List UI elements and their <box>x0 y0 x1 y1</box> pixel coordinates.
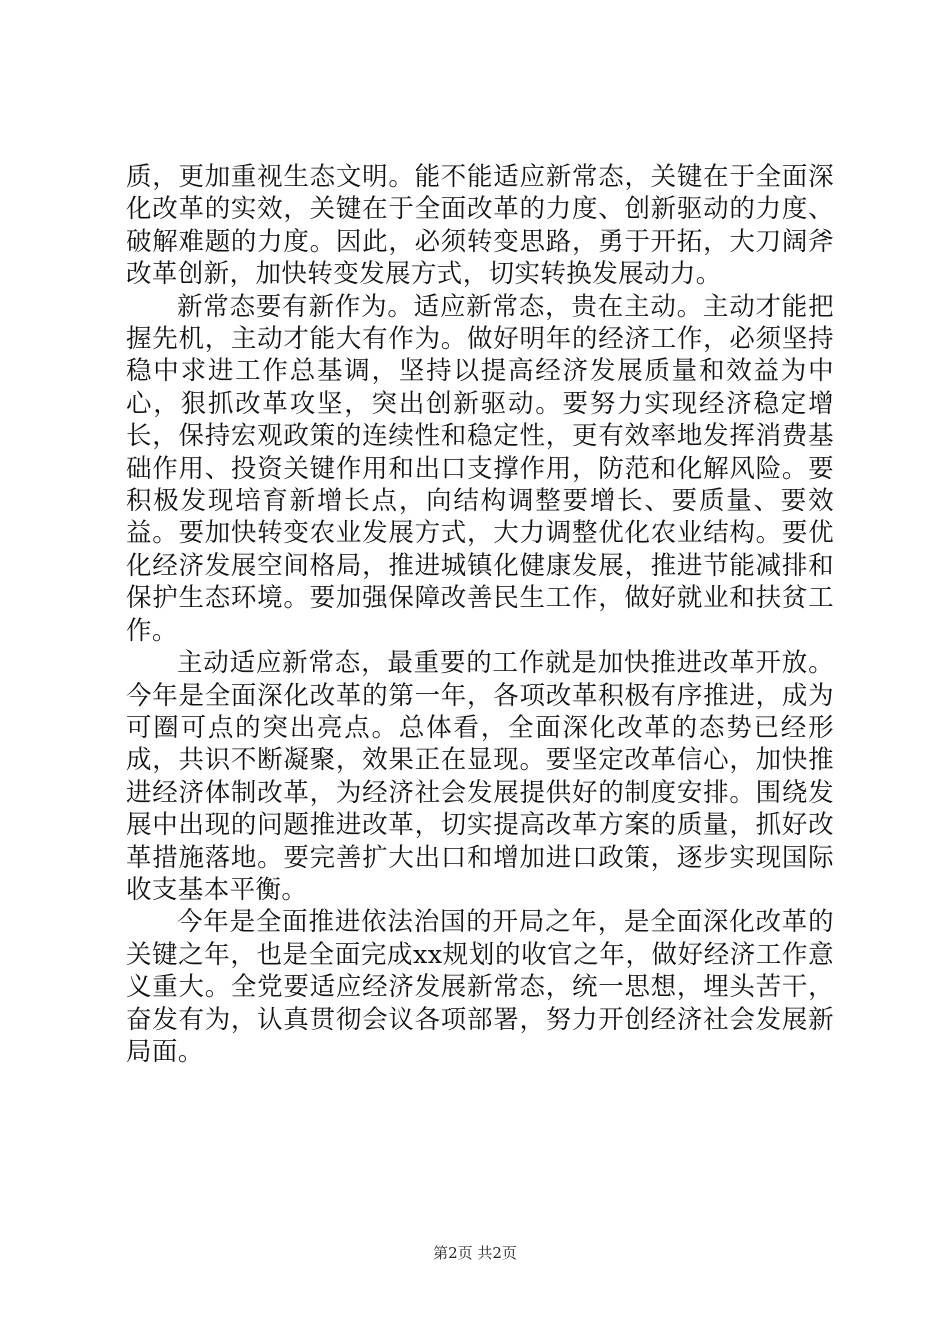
paragraph-4: 今年是全面推进依法治国的开局之年，是全面深化改革的关键之年，也是全面完成xx规划的收官之年，做好经济工作意义重大。全党要适应经济发展新常态，统一思想，埋头苦干，奋发有为，认真贯彻会议各项部署，努力开创经济社会发展新局面。 <box>126 907 834 1067</box>
paragraph-3: 主动适应新常态，最重要的工作就是加快推进改革开放。今年是全面深化改革的第一年，各项改革积极有序推进，成为可圈可点的突出亮点。总体看，全面深化改革的态势已经形成，共识不断凝聚，效果正在显现。要坚定改革信心，加快推进经济体制改革，为经济社会发展提供好的制度安排。围绕发展中出现的问题推进改革，切实提高改革方案的质量，抓好改革措施落地。要完善扩大出口和增加进口政策，逐步实现国际收支基本平衡。 <box>126 648 834 905</box>
page-footer <box>0 1243 950 1263</box>
document-body <box>126 161 834 1068</box>
page-number-label: 第2页 共2页 <box>433 1244 517 1262</box>
paragraph-2: 新常态要有新作为。适应新常态，贵在主动。主动才能把握先机，主动才能大有作为。做好明年的经济工作，必须坚持稳中求进工作总基调，坚持以提高经济发展质量和效益为中心，狠抓改革攻坚，突出创新驱动。要努力实现经济稳定增长，保持宏观政策的连续性和稳定性，更有效率地发挥消费基础作用、投资关键作用和出口支撑作用，防范和化解风险。要积极发现培育新增长点，向结构调整要增长、要质量、要效益。要加快转变农业发展方式，大力调整优化农业结构。要优化经济发展空间格局，推进城镇化健康发展，推进节能减排和保护生态环境。要加强保障改善民生工作，做好就业和扶贫工作。 <box>126 291 834 646</box>
paragraph-1: 质，更加重视生态文明。能不能适应新常态，关键在于全面深化改革的实效，关键在于全面改革的力度、创新驱动的力度、破解难题的力度。因此，必须转变思路，勇于开拓，大刀阔斧改革创新，加快转变发展方式，切实转换发展动力。 <box>126 162 834 290</box>
